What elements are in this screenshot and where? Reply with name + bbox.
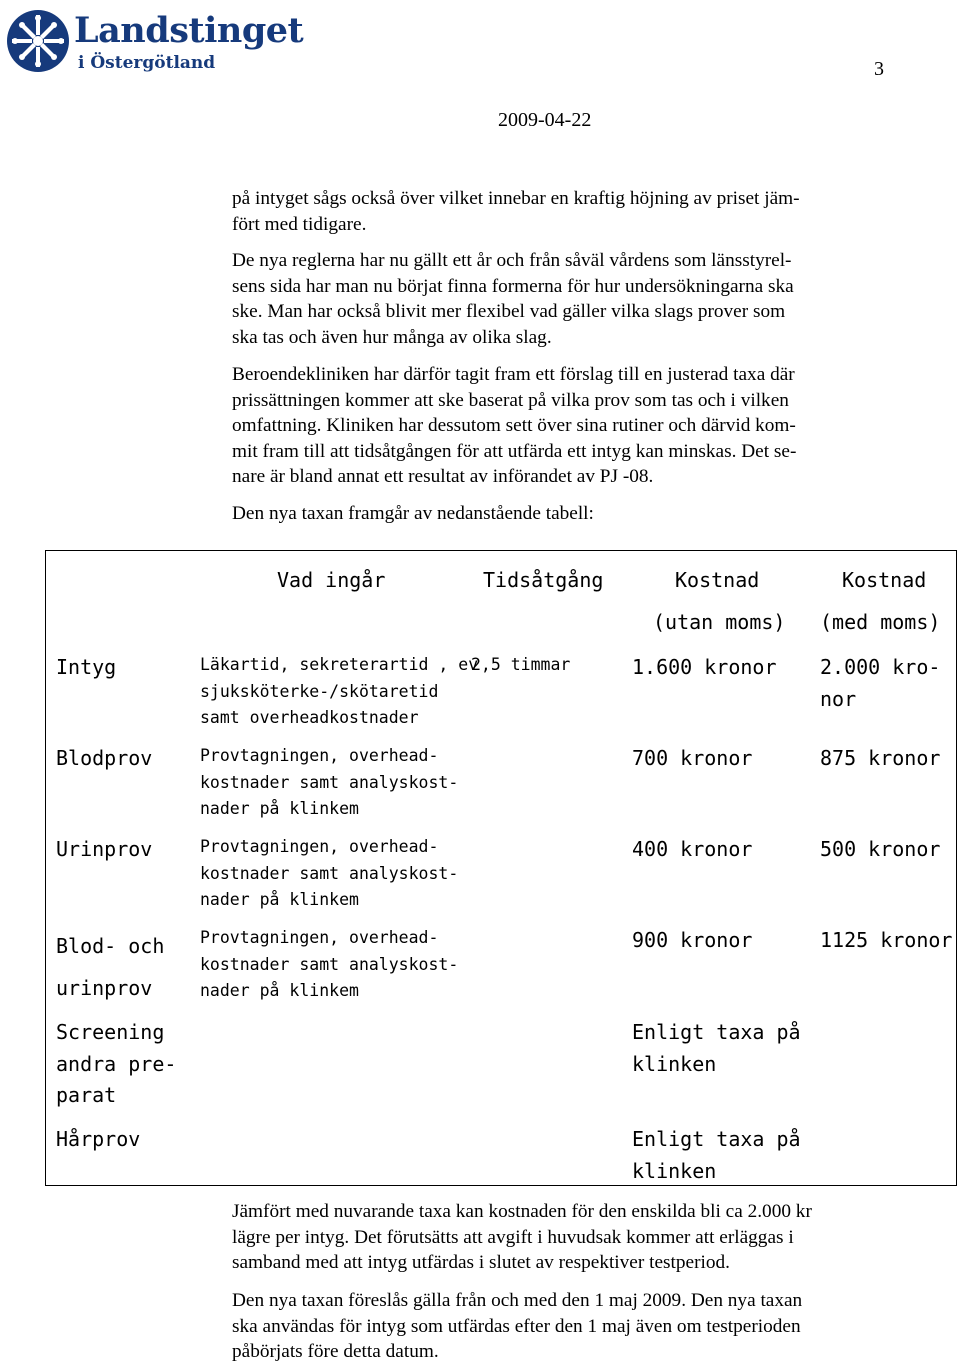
row-label bbox=[56, 834, 152, 866]
row-cost-excl bbox=[632, 925, 752, 957]
header-cost-excl-line: (utan moms) bbox=[653, 610, 786, 634]
row-cost-incl-line: 2.000 kro- bbox=[820, 655, 941, 679]
header-cost-excl-line: Kostnad bbox=[675, 568, 760, 592]
logo-subtitle: i Östergötland bbox=[78, 53, 216, 73]
row-description-line: samt overheadkostnader bbox=[200, 708, 419, 727]
row-cost-incl-line: 1125 kronor bbox=[820, 928, 953, 952]
row-label-line: Blodprov bbox=[56, 746, 153, 770]
row-label bbox=[56, 925, 164, 1009]
document-date: 2009-04-22 bbox=[498, 109, 592, 131]
row-label-line: Intyg bbox=[56, 655, 117, 679]
row-label bbox=[56, 652, 116, 684]
row-cost-excl bbox=[632, 1017, 801, 1080]
text-line: nare är bland annat ett resultat av införandet av PJ -08. bbox=[232, 466, 654, 487]
text-line: De nya reglerna har nu gällt ett år och från såväl vårdens som länsstyrel- bbox=[232, 250, 792, 271]
row-description-line: Provtagningen, overhead- bbox=[200, 837, 439, 856]
row-cost-excl-line: 900 kronor bbox=[632, 928, 753, 952]
row-label bbox=[56, 743, 152, 775]
row-description-line: sjuksköterke-/skötaretid bbox=[200, 681, 439, 701]
row-description-line: Provtagningen, overhead- bbox=[200, 746, 439, 765]
row-cost-excl bbox=[632, 834, 752, 866]
row-label-line: andra pre- bbox=[56, 1051, 177, 1076]
row-cost-excl bbox=[632, 1124, 801, 1187]
row-cost-incl bbox=[820, 652, 940, 715]
row-cost-incl bbox=[820, 743, 940, 775]
text-line: Den nya taxan framgår av nedanstående tabell: bbox=[232, 503, 594, 524]
header-cost-incl bbox=[820, 559, 940, 643]
row-label-line: Hårprov bbox=[56, 1127, 141, 1151]
paragraph-6 bbox=[232, 1288, 902, 1365]
header-cost-incl-line: Kostnad bbox=[842, 568, 927, 592]
text-line: omfattning. Kliniken har dessutom sett över sina rutiner och därvid kom- bbox=[232, 415, 796, 436]
price-table bbox=[45, 550, 957, 1186]
row-cost-excl-line: 400 kronor bbox=[632, 837, 753, 861]
paragraph-1 bbox=[232, 186, 902, 237]
row-cost-incl-line: nor bbox=[820, 686, 857, 711]
row-label-line: parat bbox=[56, 1083, 117, 1107]
header-time: Tidsåtgång bbox=[483, 568, 604, 592]
row-label-line: Screening bbox=[56, 1020, 165, 1044]
row-cost-incl-line: 875 kronor bbox=[820, 746, 941, 770]
text-line: Den nya taxan föreslås gälla från och med den 1 maj 2009. Den nya taxan bbox=[232, 1290, 803, 1311]
row-cost-excl bbox=[632, 743, 752, 775]
text-line: ska tas och även hur många av olika slag. bbox=[232, 326, 552, 348]
page-number: 3 bbox=[874, 58, 884, 80]
text-line: samband med att intyg utfärdas i slutet av respektiver testperiod. bbox=[232, 1252, 730, 1273]
row-cost-excl-line: 700 kronor bbox=[632, 746, 753, 770]
paragraph-4 bbox=[232, 501, 902, 527]
snowflake-icon bbox=[6, 9, 70, 73]
row-description-line: kostnader samt analyskost- bbox=[200, 863, 459, 883]
header-cost-excl bbox=[653, 559, 785, 643]
row-cost-incl-line: 500 kronor bbox=[820, 837, 941, 861]
text-line: fört med tidigare. bbox=[232, 213, 367, 235]
row-description-line: nader på klinkem bbox=[200, 981, 359, 1000]
row-label-line: Urinprov bbox=[56, 837, 153, 861]
row-cost-excl-line: klinken bbox=[632, 1051, 717, 1076]
row-description-line: kostnader samt analyskost- bbox=[200, 772, 459, 792]
row-cost-incl bbox=[820, 925, 952, 957]
row-label-line: Blod- och bbox=[56, 934, 165, 958]
text-line: Beroendekliniken har därför tagit fram ett förslag till en justerad taxa där bbox=[232, 364, 795, 385]
row-description-line: kostnader samt analyskost- bbox=[200, 954, 459, 974]
row-cost-excl bbox=[632, 652, 777, 684]
header-what: Vad ingår bbox=[277, 568, 386, 592]
row-description bbox=[200, 743, 458, 823]
logo-name: Landstinget bbox=[74, 10, 304, 51]
row-description-line: nader på klinkem bbox=[200, 799, 359, 818]
row-time: 2,5 timmar bbox=[471, 655, 571, 674]
paragraph-2 bbox=[232, 248, 902, 350]
row-description-line: Provtagningen, overhead- bbox=[200, 928, 439, 947]
text-line: mit fram till att tidsåtgången för att utfärda ett intyg kan minskas. Det se- bbox=[232, 440, 797, 462]
text-line: på intyget sågs också över vilket innebar en kraftig höjning av priset jäm- bbox=[232, 188, 800, 209]
row-cost-excl-line: klinken bbox=[632, 1158, 717, 1183]
row-label bbox=[56, 1017, 176, 1112]
row-label bbox=[56, 1124, 140, 1156]
paragraph-3 bbox=[232, 362, 902, 490]
row-description bbox=[200, 834, 458, 914]
landstinget-logo bbox=[6, 5, 304, 81]
text-line: påbörjats före detta datum. bbox=[232, 1341, 439, 1362]
header-cost-incl-line: (med moms) bbox=[820, 610, 941, 634]
text-line: sens sida har man nu börjat finna formerna för hur undersökningarna ska bbox=[232, 275, 794, 297]
row-cost-excl-line: Enligt taxa på bbox=[632, 1127, 801, 1151]
text-line: ske. Man har också blivit mer flexibel vad gäller vilka slags prover som bbox=[232, 301, 786, 322]
text-line: ska användas för intyg som utfärdas efter den 1 maj även om testperioden bbox=[232, 1315, 801, 1337]
row-cost-incl bbox=[820, 834, 940, 866]
row-label-line: urinprov bbox=[56, 976, 153, 1000]
paragraph-5 bbox=[232, 1199, 902, 1276]
row-description-line: Läkartid, sekreterartid , ev bbox=[200, 655, 479, 674]
text-line: Jämfört med nuvarande taxa kan kostnaden för den enskilda bli ca 2.000 kr bbox=[232, 1201, 812, 1222]
row-description bbox=[200, 652, 478, 732]
text-line: lägre per intyg. Det förutsätts att avgift i huvudsak kommer att erläggas i bbox=[232, 1226, 794, 1248]
row-description bbox=[200, 925, 458, 1005]
text-line: prissättningen kommer att ske baserat på vilka prov som tas och i vilken bbox=[232, 389, 789, 411]
row-cost-excl-line: 1.600 kronor bbox=[632, 655, 777, 679]
row-cost-excl-line: Enligt taxa på bbox=[632, 1020, 801, 1044]
row-description-line: nader på klinkem bbox=[200, 890, 359, 909]
